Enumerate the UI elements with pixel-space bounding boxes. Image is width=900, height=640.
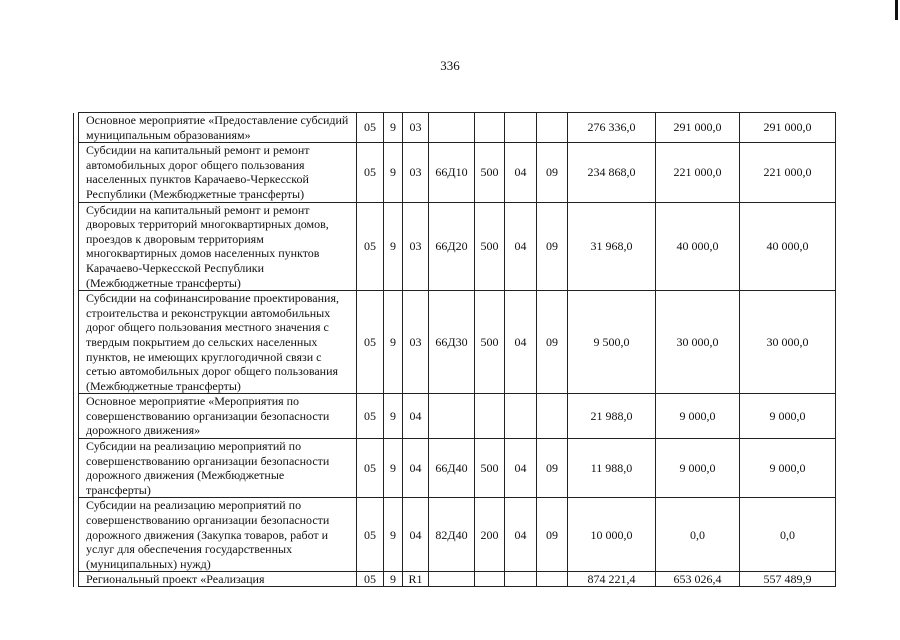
amount-cell: 0,0 — [740, 498, 836, 572]
table-row — [74, 291, 836, 394]
code-cell: 66Д10 — [429, 143, 475, 202]
code-cell: 09 — [537, 143, 568, 202]
code-cell: 200 — [475, 498, 505, 572]
code-cell: 9 — [384, 143, 403, 202]
code-cell: 03 — [403, 202, 429, 291]
amount-cell: 557 489,9 — [740, 572, 836, 587]
code-cell: 04 — [505, 202, 537, 291]
row-name: Субсидии на капитальный ремонт и ремонт автомобильных дорог общего пользования населенных пунктов Карачаево-Черкесской Республики (Межбюджетные трансферты) — [79, 143, 357, 202]
row-name: Субсидии на реализацию мероприятий по совершенствованию организации безопасности дорожного движения (Закупка товаров, работ и услуг для обеспечения государственных (муниципальных) нужд) — [79, 498, 357, 572]
table-row — [74, 202, 836, 291]
code-cell — [475, 394, 505, 439]
code-cell — [429, 394, 475, 439]
amount-cell: 874 221,4 — [568, 572, 656, 587]
amount-cell: 31 968,0 — [568, 202, 656, 291]
amount-cell: 9 000,0 — [656, 439, 740, 498]
code-cell: 500 — [475, 439, 505, 498]
code-cell: 9 — [384, 498, 403, 572]
amount-cell: 9 000,0 — [740, 439, 836, 498]
code-cell: 05 — [357, 439, 384, 498]
code-cell: 09 — [537, 291, 568, 394]
code-cell: R1 — [403, 572, 429, 587]
code-cell — [475, 572, 505, 587]
amount-cell: 221 000,0 — [740, 143, 836, 202]
table-row — [74, 572, 836, 587]
code-cell: 05 — [357, 143, 384, 202]
amount-cell: 234 868,0 — [568, 143, 656, 202]
code-cell: 9 — [384, 572, 403, 587]
code-cell: 04 — [505, 291, 537, 394]
row-name: Основное мероприятие «Предоставление субсидий муниципальным образованиям» — [79, 113, 357, 143]
code-cell — [505, 572, 537, 587]
amount-cell: 9 000,0 — [740, 394, 836, 439]
code-cell: 500 — [475, 143, 505, 202]
code-cell: 05 — [357, 498, 384, 572]
row-name: Субсидии на софинансирование проектирования, строительства и реконструкции автомобильных дорог общего пользования местного значения с твердым покрытием до сельских населенных пунктов, не имеющих круглогодичной связи с сетью автомобильных дорог общего пользования (Межбюджетные трансферты) — [79, 291, 357, 394]
code-cell: 09 — [537, 439, 568, 498]
table-row — [74, 439, 836, 498]
row-name: Субсидии на реализацию мероприятий по совершенствованию организации безопасности дорожного движения (Межбюджетные трансферты) — [79, 439, 357, 498]
amount-cell: 221 000,0 — [656, 143, 740, 202]
amount-cell: 40 000,0 — [656, 202, 740, 291]
row-name: Региональный проект «Реализация — [79, 572, 357, 587]
code-cell: 66Д20 — [429, 202, 475, 291]
amount-cell: 30 000,0 — [656, 291, 740, 394]
code-cell — [505, 394, 537, 439]
code-cell: 500 — [475, 291, 505, 394]
amount-cell: 276 336,0 — [568, 113, 656, 143]
amount-cell: 40 000,0 — [740, 202, 836, 291]
amount-cell: 9 500,0 — [568, 291, 656, 394]
code-cell: 05 — [357, 394, 384, 439]
scan-edge-mark — [895, 0, 898, 20]
amount-cell: 291 000,0 — [656, 113, 740, 143]
table-row — [74, 498, 836, 572]
code-cell: 9 — [384, 113, 403, 143]
code-cell: 04 — [403, 439, 429, 498]
code-cell: 05 — [357, 572, 384, 587]
amount-cell: 291 000,0 — [740, 113, 836, 143]
code-cell — [429, 113, 475, 143]
code-cell: 82Д40 — [429, 498, 475, 572]
code-cell: 05 — [357, 113, 384, 143]
code-cell: 04 — [403, 498, 429, 572]
table-row — [74, 394, 836, 439]
code-cell — [537, 113, 568, 143]
code-cell: 66Д40 — [429, 439, 475, 498]
amount-cell: 10 000,0 — [568, 498, 656, 572]
code-cell: 04 — [505, 143, 537, 202]
code-cell — [429, 572, 475, 587]
page-number: 336 — [440, 58, 460, 73]
code-cell — [537, 572, 568, 587]
code-cell: 03 — [403, 113, 429, 143]
code-cell: 9 — [384, 202, 403, 291]
amount-cell: 653 026,4 — [656, 572, 740, 587]
code-cell: 9 — [384, 394, 403, 439]
code-cell: 09 — [537, 202, 568, 291]
code-cell — [505, 113, 537, 143]
code-cell: 09 — [537, 498, 568, 572]
table-row — [74, 143, 836, 202]
budget-table — [73, 112, 836, 587]
code-cell: 9 — [384, 291, 403, 394]
code-cell: 500 — [475, 202, 505, 291]
code-cell: 04 — [505, 439, 537, 498]
code-cell: 03 — [403, 143, 429, 202]
code-cell: 04 — [403, 394, 429, 439]
code-cell: 66Д30 — [429, 291, 475, 394]
amount-cell: 11 988,0 — [568, 439, 656, 498]
row-name: Субсидии на капитальный ремонт и ремонт дворовых территорий многоквартирных домов, проездов к дворовым территориям многоквартирных домов населенных пунктов Карачаево-Черкесской Республики (Межбюджетные трансферты) — [79, 202, 357, 291]
code-cell — [475, 113, 505, 143]
code-cell — [537, 394, 568, 439]
amount-cell: 30 000,0 — [740, 291, 836, 394]
code-cell: 05 — [357, 202, 384, 291]
code-cell: 04 — [505, 498, 537, 572]
amount-cell: 0,0 — [656, 498, 740, 572]
code-cell: 05 — [357, 291, 384, 394]
table-row — [74, 113, 836, 143]
row-name: Основное мероприятие «Мероприятия по совершенствованию организации безопасности дорожного движения» — [79, 394, 357, 439]
amount-cell: 21 988,0 — [568, 394, 656, 439]
code-cell: 9 — [384, 439, 403, 498]
code-cell: 03 — [403, 291, 429, 394]
amount-cell: 9 000,0 — [656, 394, 740, 439]
